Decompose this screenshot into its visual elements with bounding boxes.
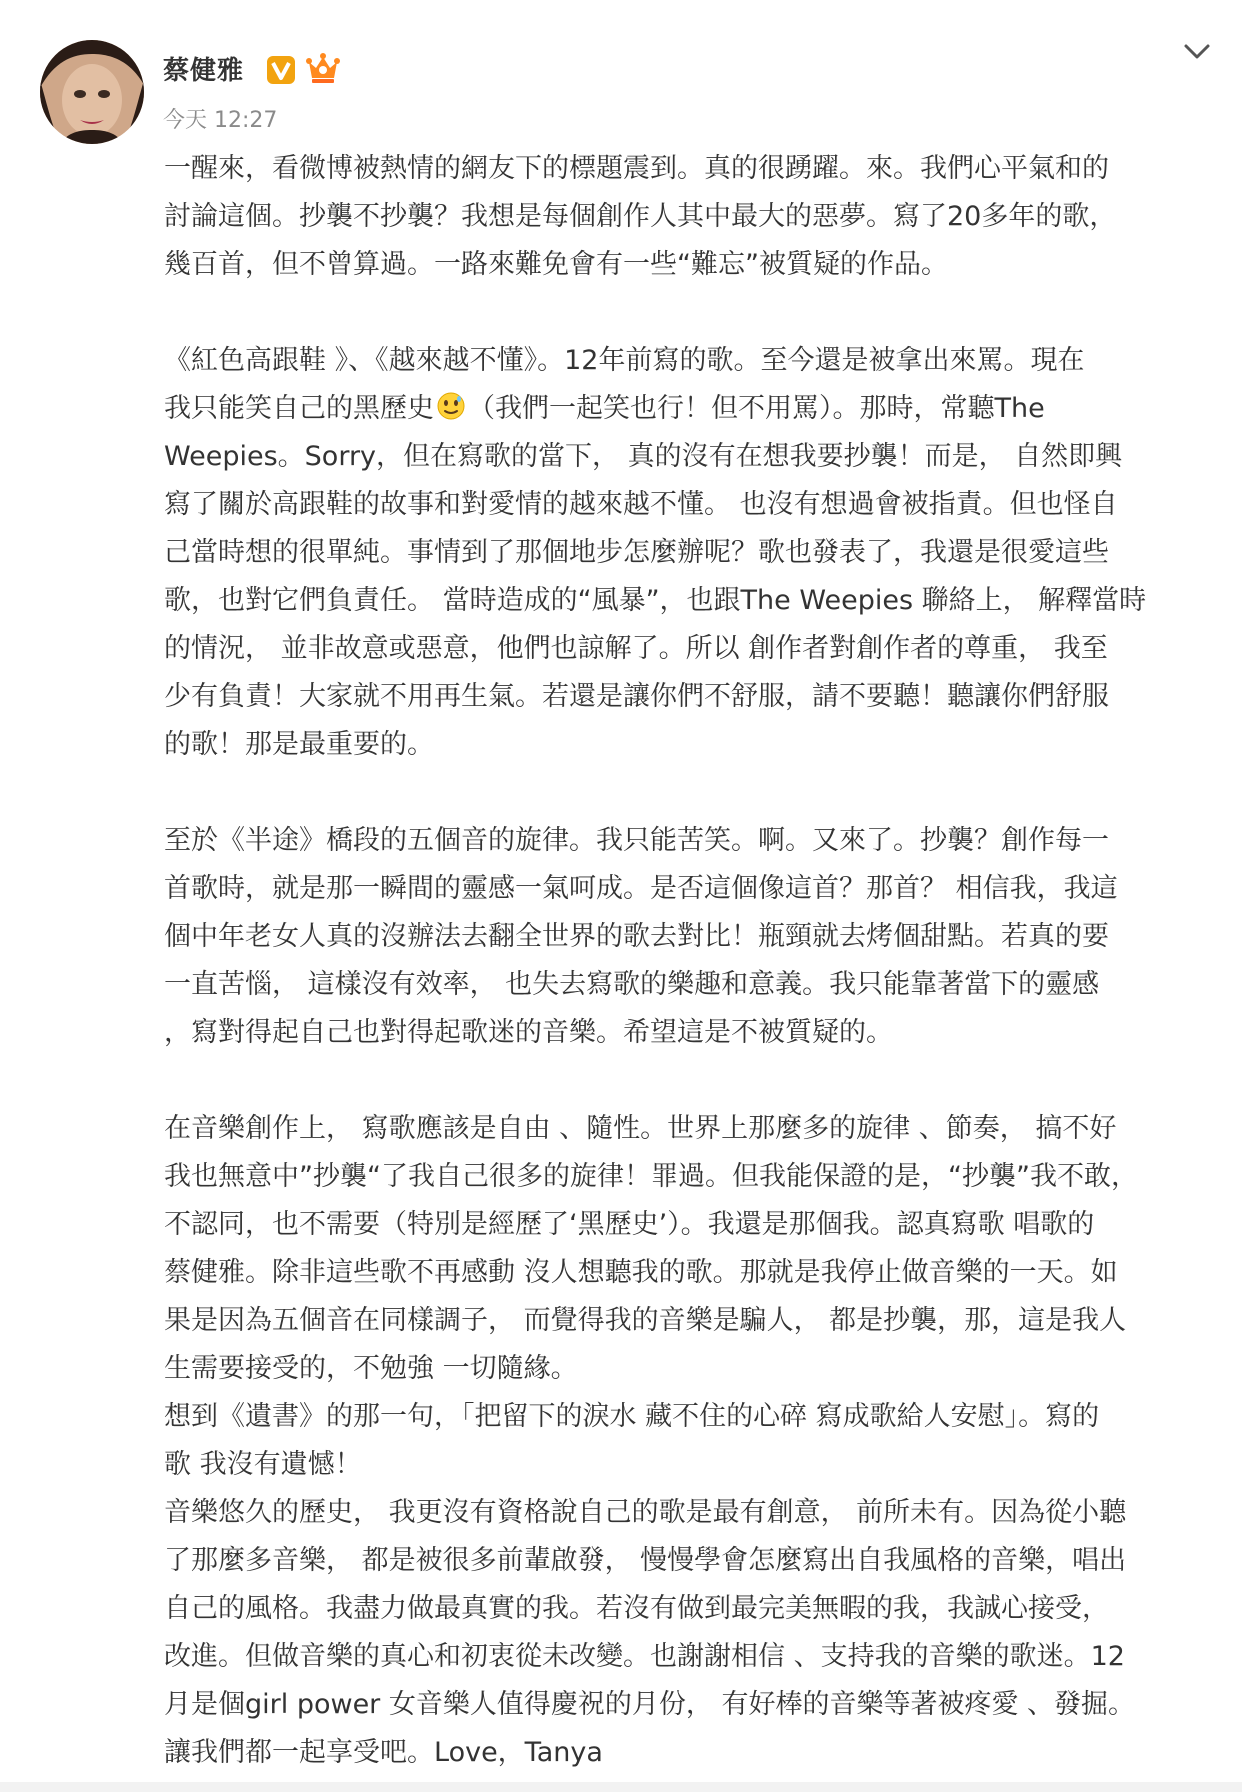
text-line: 個中年老女人真的沒辦法去翻全世界的歌去對比！瓶頸就去烤個甜點。若真的要 <box>164 921 1109 952</box>
text-line: 《紅色高跟鞋 》、《越來越不懂》。12年前寫的歌。至今還是被拿出來罵。現在 <box>164 345 1085 376</box>
text-line: 不認同，也不需要（特別是經歷了‘黑歷史’）。我還是那個我。認真寫歌 唱歌的 <box>164 1209 1095 1240</box>
paragraph-gap <box>164 769 1219 817</box>
text-line <box>164 385 1219 433</box>
text-line: 首歌時，就是那一瞬間的靈感一氣呵成。是否這個像這首？那首？ 相信我，我這 <box>164 873 1118 904</box>
text-line: 讓我們都一起享受吧。Love，Tanya <box>164 1737 603 1768</box>
text-line: ，寫對得起自己也對得起歌迷的音樂。希望這是不被質疑的。 <box>164 1017 893 1048</box>
text-line: 想到《遺書》的那一句，「把留下的淚水 藏不住的心碎 寫成歌給人安慰」。寫的 <box>164 1401 1100 1432</box>
text-line: 改進。但做音樂的真心和初衷從未改變。也謝謝相信 、支持我的音樂的歌迷。12 <box>164 1641 1125 1672</box>
text-line: 月是個girl power 女音樂人值得慶祝的月份， 有好棒的音樂等著被疼愛 、發掘。 <box>164 1689 1136 1720</box>
bottom-divider <box>0 1782 1242 1792</box>
text-line: 了那麼多音樂， 都是被很多前輩啟發， 慢慢學會怎麼寫出自我風格的音樂，唱出 <box>164 1545 1127 1576</box>
text-line: 在音樂創作上， 寫歌應該是自由 、隨性。世界上那麼多的旋律 、節奏， 搞不好 <box>164 1113 1117 1144</box>
avatar[interactable] <box>40 40 144 144</box>
text-line: 一直苦惱， 這樣沒有效率， 也失去寫歌的樂趣和意義。我只能靠著當下的靈感 <box>164 969 1100 1000</box>
avatar-portrait-image <box>40 40 144 144</box>
text-line: 一醒來，看微博被熱情的網友下的標題震到。真的很踴躍。來。我們心平氣和的 <box>164 153 1109 184</box>
awkward-smile-emoji-icon <box>436 389 466 419</box>
text-line: 的情況， 並非故意或惡意，他們也諒解了。所以 創作者對創作者的尊重， 我至 <box>164 633 1108 664</box>
text-line: 音樂悠久的歷史， 我更沒有資格說自己的歌是最有創意， 前所未有。因為從小聽 <box>164 1497 1127 1528</box>
text-line: 生需要接受的，不勉強 一切隨緣。 <box>164 1353 578 1384</box>
text-line: 己當時想的很單純。事情到了那個地步怎麼辦呢？歌也發表了，我還是很愛這些 <box>164 537 1109 568</box>
text-line: 歌 我沒有遺憾！ <box>164 1449 362 1480</box>
vip-crown-badge-icon[interactable] <box>305 52 341 86</box>
post-content <box>164 145 1219 1777</box>
paragraph-gap <box>164 289 1219 337</box>
verified-v-badge-icon <box>266 55 296 85</box>
text-line: Weepies。Sorry，但在寫歌的當下， 真的沒有在想我要抄襲！而是， 自然即興 <box>164 441 1123 472</box>
text-line: 果是因為五個音在同樣調子， 而覺得我的音樂是騙人， 都是抄襲，那，這是我人 <box>164 1305 1127 1336</box>
paragraph-gap <box>164 1057 1219 1105</box>
text-segment: （我們一起笑也行！但不用罵）。那時，常聽The <box>468 393 1045 424</box>
text-line: 歌，也對它們負責任。 當時造成的“風暴”，也跟The Weepies 聯絡上， 解釋當時 <box>164 585 1147 616</box>
text-line: 至於《半途》橋段的五個音的旋律。我只能苦笑。啊。又來了。抄襲？創作每一 <box>164 825 1109 856</box>
text-line: 我也無意中”抄襲“了我自己很多的旋律！罪過。但我能保證的是，“抄襲”我不敢， <box>164 1161 1138 1192</box>
text-line: 蔡健雅。除非這些歌不再感動 沒人想聽我的歌。那就是我停止做音樂的一天。如 <box>164 1257 1118 1288</box>
text-line: 的歌！那是最重要的。 <box>164 729 434 760</box>
text-segment: 我只能笑自己的黑歷史 <box>164 393 434 424</box>
text-line: 幾百首，但不曾算過。一路來難免會有一些“難忘”被質疑的作品。 <box>164 249 948 280</box>
text-line: 自己的風格。我盡力做最真實的我。若沒有做到最完美無暇的我，我誠心接受， <box>164 1593 1109 1624</box>
author-name[interactable]: 蔡健雅 <box>163 56 245 86</box>
text-line: 寫了關於高跟鞋的故事和對愛情的越來越不懂。 也沒有想過會被指責。但也怪自 <box>164 489 1118 520</box>
chevron-down-icon[interactable] <box>1180 40 1214 64</box>
text-line: 討論這個。抄襲不抄襲？我想是每個創作人其中最大的惡夢。寫了20多年的歌， <box>164 201 1117 232</box>
post-timestamp: 今天 12:27 <box>163 108 278 133</box>
text-line: 少有負責！大家就不用再生氣。若還是讓你們不舒服，請不要聽！聽讓你們舒服 <box>164 681 1109 712</box>
